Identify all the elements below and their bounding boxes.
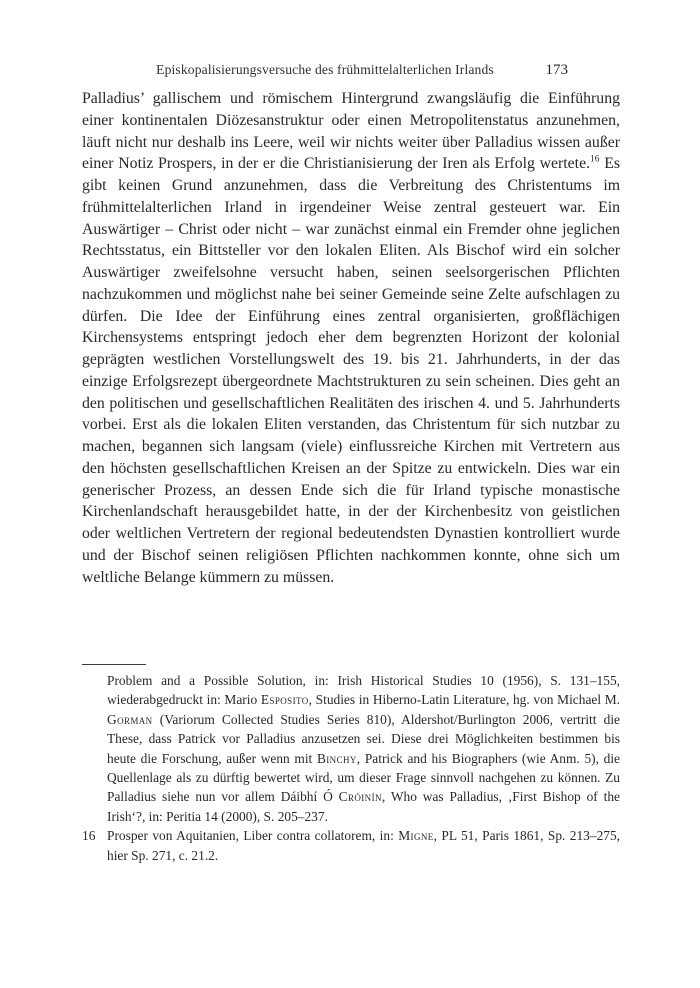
footnote-text: Prosper von Aquitanien, Liber contra collatorem, in: Migne, PL 51, Paris 1861, Sp. 213–275, hier Sp. 271, c. 21.2. [107,828,620,863]
footnote-continuation: Problem and a Possible Solution, in: Irish Historical Studies 10 (1956), S. 131–155, wiederabgedruckt in: Mario Esposito, Studies in Hiberno-Latin Literature, hg. von Michael M. Gorman (Variorum Collected Studies Series 810), Aldershot/Burlington 2006, vertritt die These, dass Patrick vor Palladius anzusetzen sei. Diese drei Möglichkeiten bestimmen bis heute die Forschung, außer wenn mit Binchy, Patrick and his Biographers (wie Anm. 5), die Quellenlage als zu dürftig bewertet wird, um dieser Frage sinnvoll nachgehen zu können. Zu Palladius siehe nun vor allem Dáibhí Ó Cróinín, Who was Palladius, ‚First Bishop of the Irish‘?, in: Peritia 14 (2000), S. 205–237. [107,673,620,824]
footnote-separator-rule [82,664,146,665]
page-title: Episkopalisierungsversuche des frühmittelalterlichen Irlands [156,62,494,77]
footnote-number: 16 [82,828,96,844]
body-paragraph: Palladius’ gallischem und römischem Hintergrund zwangsläufig die Einführung einer kontinentalen Diözesanstruktur oder einen Metropolitenstatus anzunehmen, läuft nicht nur deshalb ins Leere, weil wir nichts weiter über Palladius wissen außer einer Notiz Prospers, in der er die Christianisierung der Iren als Erfolg wertete.$^{16}$ Es gibt keinen Grund anzunehmen, dass die Verbreitung des Christentums im frühmittelalterlichen Irland in irgendeiner Weise zentral gesteuert war. Ein Auswärtiger – Christ oder nicht – war zunächst einmal ein Fremder ohne jeglichen Rechtsstatus, ein Bittsteller vor den lokalen Eliten. Als Bischof wird ein solcher Auswärtiger zweifelsohne versucht haben, seinen seelsorgerischen Pflichten nachzukommen und möglichst nahe bei seiner Gemeinde seine Zelte aufschlagen zu dürfen. Die Idee der Einführung eines zentral organisierten, großflächigen Kirchensystems entspringt jedoch eher dem begrenzten Horizont der kolonial geprägten westlichen Vorstellungswelt des 19. bis 21. Jahrhunderts, in der das einzige Erfolgsrezept übergeordnete Machtstrukturen zu sein scheinen. Dies geht an den politischen und gesellschaftlichen Realitäten des irischen 4. und 5. Jahrhunderts vorbei. Erst als die lokalen Eliten verstanden, das Christentum für sich nutzbar zu machen, begannen sich langsam (viele) einflussreiche Kirchen mit Vertretern aus den höchsten gesellschaftlichen Kreisen an der Spitze zu entwickeln. Dies war ein generischer Prozess, an dessen Ende sich die für Irland typische monastische Kirchenlandschaft herausgebildet hatte, in der der Kirchenbesitz von geistlichen oder weltlichen Vertretern der regional bedeutendsten Dynastien kontrolliert wurde und der Bischof seinen religiösen Pflichten nachkommen konnte, ohne sich um weltliche Belange kümmern zu müssen. [82,90,620,586]
running-header [82,60,568,80]
footnote-section [82,671,620,865]
page-number: 173 [545,62,568,78]
footnote-item [82,826,620,865]
